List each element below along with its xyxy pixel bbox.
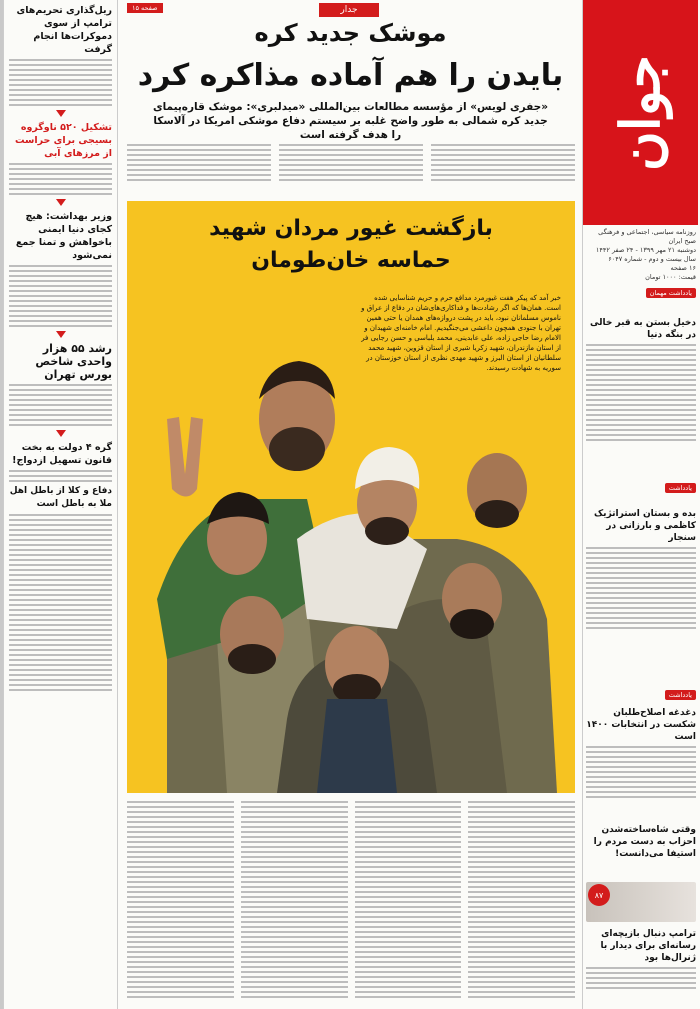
main-subhead: «جفری لویس» از مؤسسه مطالعات بین‌المللی «میدلبری»: موشک قاره‌پیمای جدید کره شمالی به طور واضح غلبه بر سیستم دفاع موشکی امریکا در آلاسکا را هدف گرفته است bbox=[152, 101, 549, 141]
right-item-1 bbox=[586, 280, 696, 444]
text-lines bbox=[9, 163, 112, 195]
triangle-marker-icon bbox=[56, 110, 66, 117]
section-tag: یادداشت bbox=[665, 483, 696, 493]
right-headline-2[interactable]: بده و بستان استراتژیک کاظمی و بارزانی در سنجار bbox=[593, 509, 696, 543]
lead-article-columns bbox=[127, 141, 575, 196]
right-column bbox=[582, 0, 700, 1009]
right-headline-1[interactable]: دخیل بستن به قبر خالی در بنگه دنیا bbox=[589, 318, 696, 340]
left-headline-4[interactable]: رشد ۵۵ هزار واحدی شاخص بورس تهران bbox=[35, 342, 112, 381]
left-headline-2[interactable]: تشکیل ۵۲۰ ناوگروه بسیجی برای حراست از مرزهای آبی bbox=[14, 122, 112, 159]
text-lines bbox=[586, 344, 696, 441]
main-headline[interactable]: بایدن را هم آماده مذاکره کرد bbox=[137, 58, 564, 93]
newspaper-logo[interactable] bbox=[582, 0, 698, 225]
page-ref-tag[interactable]: صفحه ۱۵ bbox=[127, 3, 163, 13]
text-lines bbox=[9, 514, 112, 691]
right-headline-5[interactable]: ترامپ دنبال بازیچه‌ای رسانه‌ای برای دیدار با ژنرال‌ها بود bbox=[600, 929, 696, 963]
text-lines bbox=[9, 384, 112, 426]
right-headline-4[interactable]: وقتی شاه‌ساخته‌شدن احزاب به دست مردم را استیفا می‌دانست! bbox=[593, 825, 696, 859]
triangle-marker-icon bbox=[56, 331, 66, 338]
right-item-4 bbox=[586, 824, 696, 860]
text-lines bbox=[9, 265, 112, 327]
triangle-marker-icon bbox=[56, 199, 66, 206]
right-headline-3[interactable]: دغدغه اصلاح‌طلبان شکست در انتخابات ۱۴۰۰ است bbox=[586, 708, 696, 742]
text-lines bbox=[586, 967, 696, 989]
feature-title[interactable]: بازگشت غیور مردان شهید bbox=[209, 216, 493, 241]
feature-lead: خبر آمد که پیکر هفت غیورمرد مدافع حرم و حریم شناسایی شده است. همان‌ها که اگر رشادت‌ها و فداکاری‌های‌شان در دفاع از عراق و ناموس مسلمانان نبود، باید در پشت دروازه‌های همدان یا حتی همین تهران با جنودی همچون داعشی می‌جنگیدیم. امام خامنه‌ای شهیدان و الامام رضا حاجی زاده، علی عابدینی، محمد بلباسی و حسن رجایی فر از استان مازندران، شهید زکریا شیری از استان قزوین، شهید محمد سلطانیان از استان البرز و شهید مهدی نظری از استان خوزستان در سوریه به شهادت رسیدند. bbox=[361, 294, 561, 372]
text-lines bbox=[9, 470, 112, 482]
left-column bbox=[3, 0, 118, 1009]
left-headline-5[interactable]: گره ۴ دولت به بخت قانون تسهیل ازدواج! bbox=[12, 442, 112, 466]
left-headline-6[interactable]: دفاع و کلا از باطل اهل ملا به باطل است bbox=[9, 486, 112, 509]
masthead-issue: سال بیست و دوم - شماره ۶۰۴۷ bbox=[608, 255, 696, 263]
right-item-3 bbox=[586, 682, 696, 801]
text-lines bbox=[586, 746, 696, 798]
center-column bbox=[119, 0, 582, 1009]
section-tag: یادداشت مهمان bbox=[646, 288, 696, 298]
main-headline-top[interactable]: موشک جدید کره bbox=[254, 19, 447, 47]
feature-box bbox=[127, 201, 575, 793]
masthead-price: قیمت: ۱۰۰۰ تومان bbox=[645, 273, 696, 281]
right-item-2 bbox=[586, 475, 696, 632]
kicker-label: جدار bbox=[319, 3, 379, 17]
text-lines bbox=[586, 547, 696, 629]
thumbnail-image[interactable] bbox=[586, 882, 696, 922]
masthead-info bbox=[586, 228, 696, 282]
number-badge: ۸۷ bbox=[588, 884, 610, 906]
section-tag: یادداشت bbox=[665, 690, 696, 700]
masthead-date: دوشنبه ۲۱ مهر ۱۳۹۹ - ۲۴ صفر ۱۴۴۲ bbox=[595, 246, 696, 254]
logo-text: جوان bbox=[608, 54, 672, 171]
masthead-pages: ۱۶ صفحه bbox=[670, 264, 696, 272]
left-headline-1[interactable]: ریل‌گذاری تحریم‌های ترامپ از سوی دموکرات‌ها انجام گرفت bbox=[16, 5, 112, 55]
text-lines bbox=[9, 59, 112, 106]
feature-body-columns bbox=[127, 798, 575, 1003]
left-headline-3[interactable]: وزیر بهداشت: هیچ کجای دنیا ایمنی باخواهش و تمنا جمع نمی‌شود bbox=[15, 211, 112, 261]
feature-title-2[interactable]: حماسه خان‌طومان bbox=[251, 248, 451, 273]
right-item-5 bbox=[586, 928, 696, 992]
martyrs-photo bbox=[127, 299, 575, 793]
triangle-marker-icon bbox=[56, 430, 66, 437]
masthead-description: روزنامه سیاسی، اجتماعی و فرهنگی صبح ایران bbox=[598, 228, 696, 245]
